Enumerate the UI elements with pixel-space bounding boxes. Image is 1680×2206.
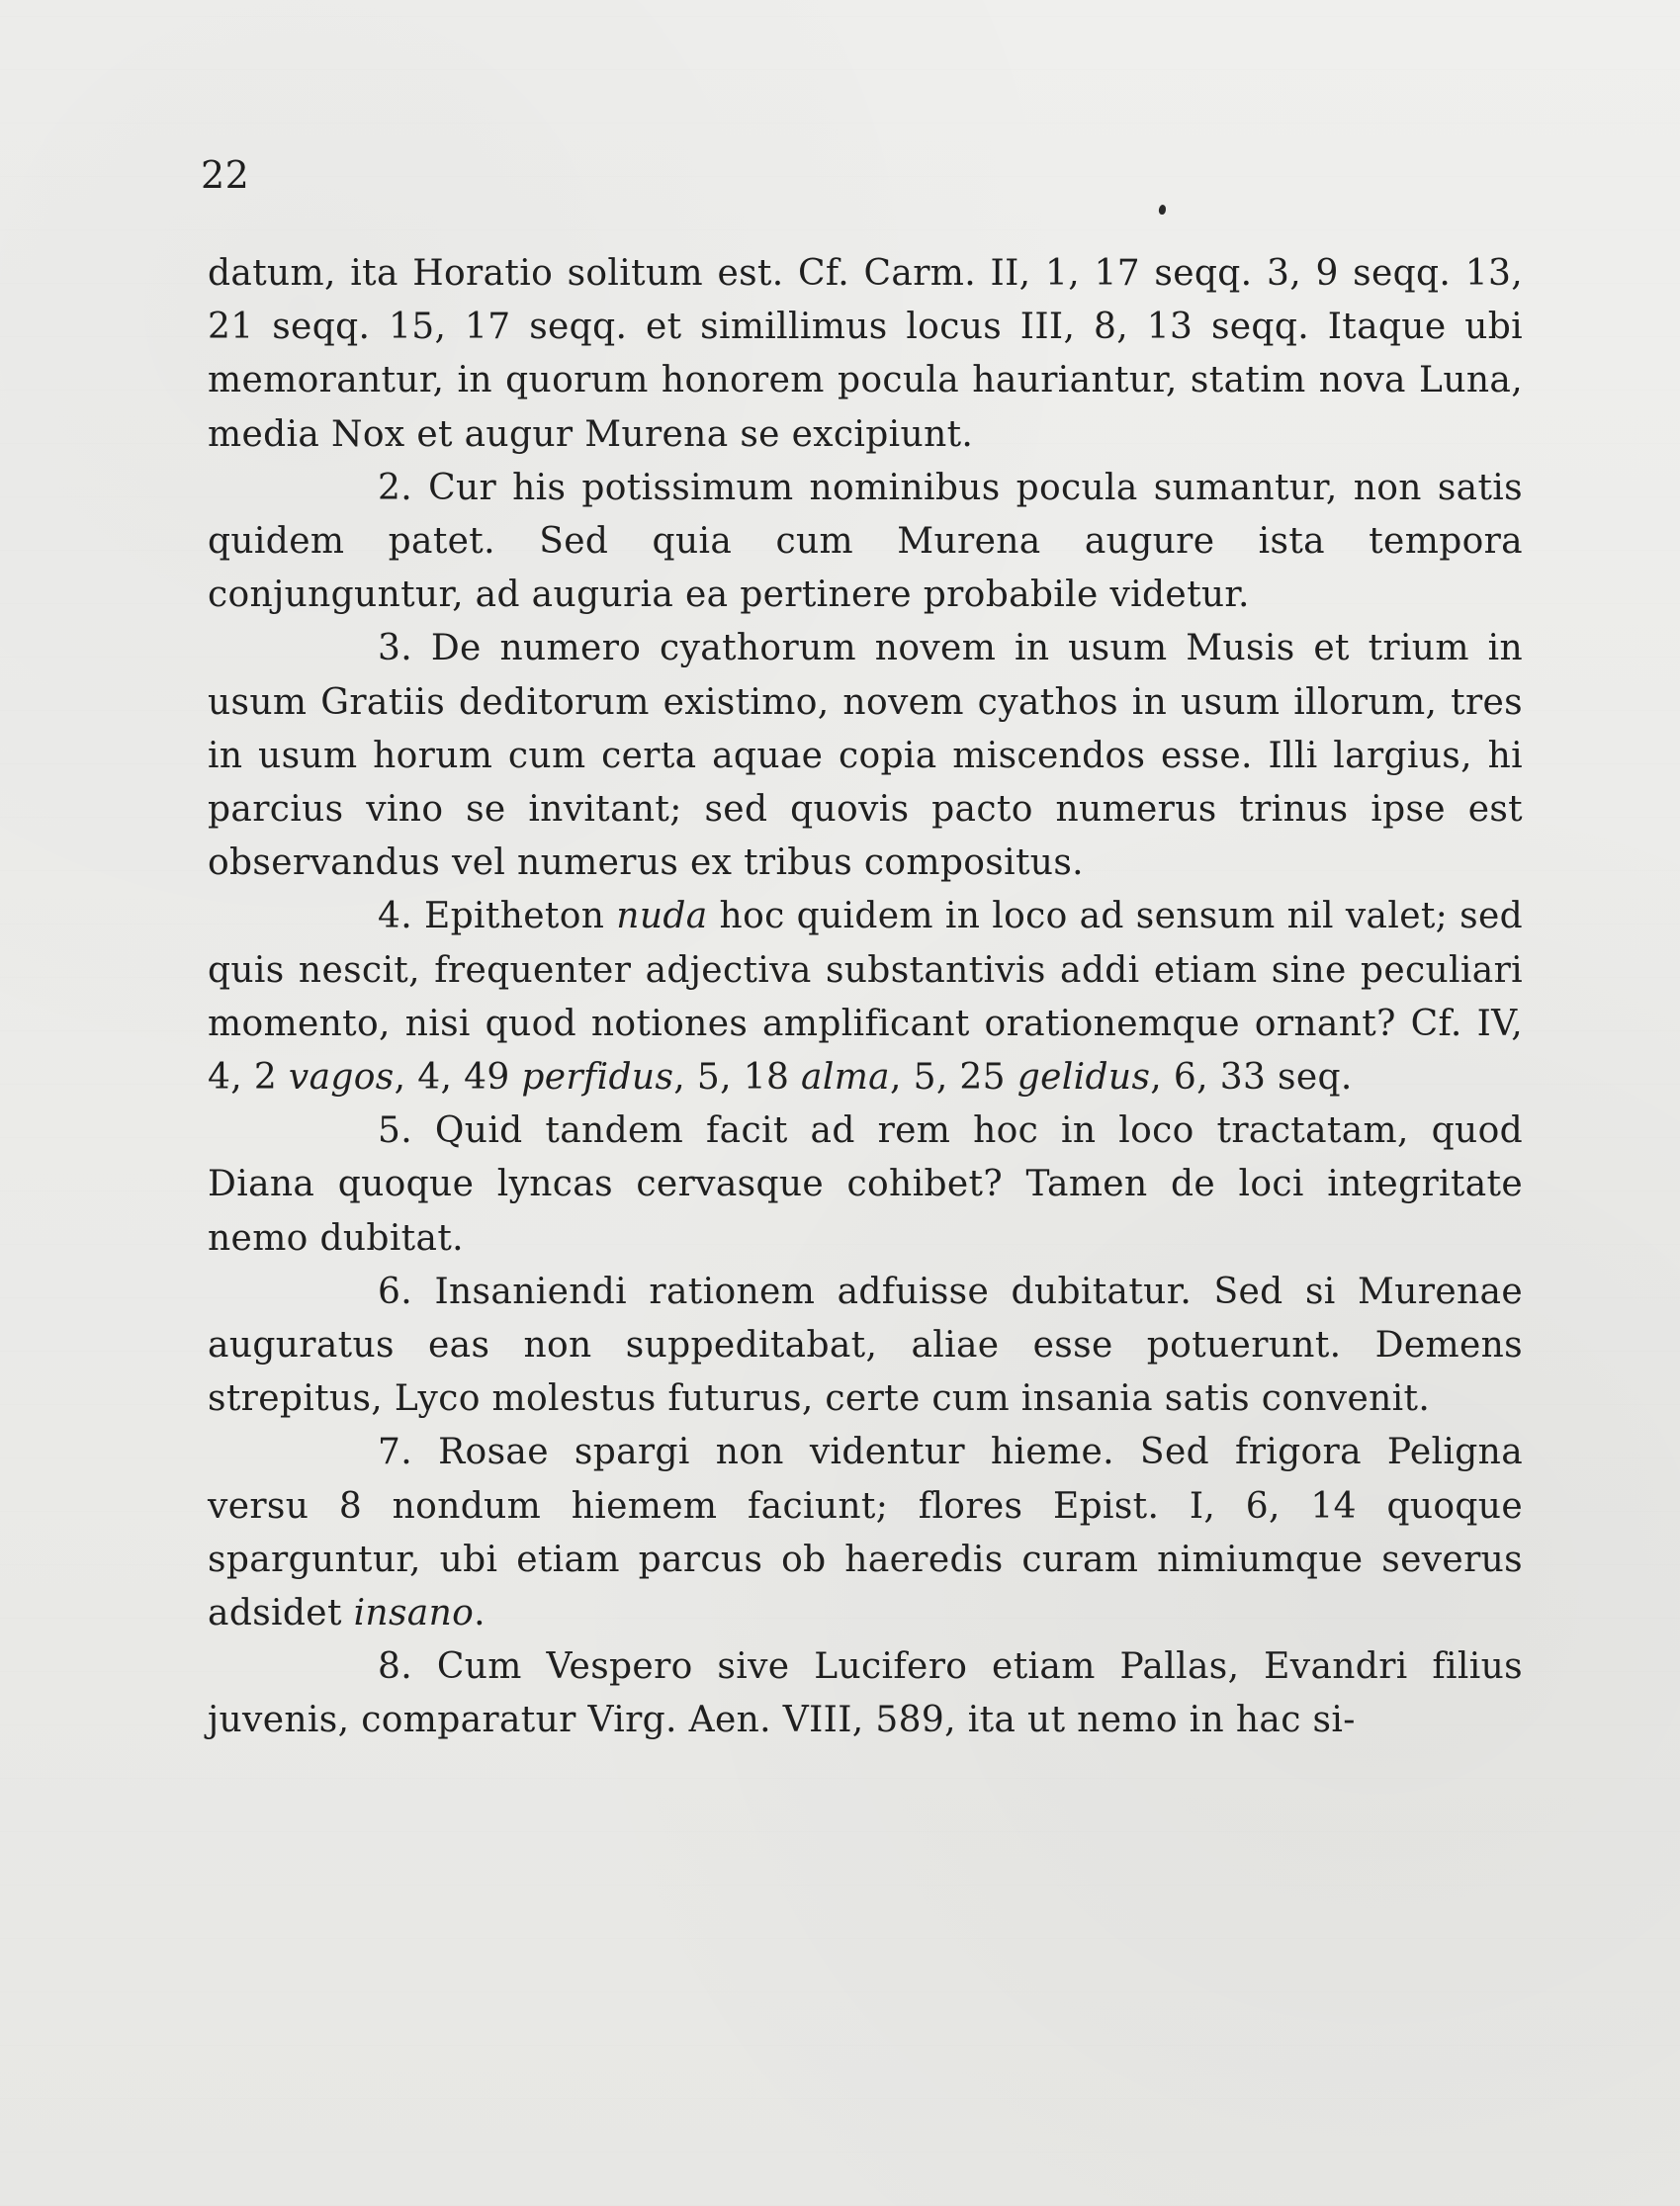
paragraph-text-segment: , 5, 25 (890, 1057, 1017, 1099)
paragraph-number: 7. (378, 1432, 413, 1473)
paragraph-number: 2. (378, 467, 413, 508)
paragraph-2 (208, 462, 1523, 623)
paragraph-number: 4. (378, 896, 413, 937)
paragraph-number: 8. (378, 1646, 413, 1688)
paragraph-text-segment: , 5, 18 (673, 1057, 802, 1099)
paragraph-text: Quid tandem facit ad rem hoc in loco tractatam, quod Diana quoque lyncas cervasque cohibet? Tamen de loci integritate nemo dubitat. (208, 1110, 1523, 1259)
paragraph-3 (208, 622, 1523, 890)
paragraph-text: Cur his potissimum nominibus pocula sumantur, non satis quidem patet. Sed quia cum Murena augure ista tempora conjunguntur, ad auguria ea pertinere probabile videtur. (208, 467, 1523, 616)
paragraph-text: Insaniendi rationem adfuisse dubitatur. Sed si Murenae auguratus eas non suppeditabat, aliae esse potuerunt. Demens strepitus, Lyco molestus futurus, certe cum insania satis convenit. (208, 1271, 1523, 1420)
paragraph-text: datum, ita Horatio solitum est. Cf. Carm. II, 1, 17 seqq. 3, 9 seqq. 13, 21 seqq. 15, 17 seqq. et simillimus locus III, 8, 13 seqq. Itaque ubi memorantur, in quorum honorem pocula hauriantur, statim nova Luna, media Nox et augur Murena se excipiunt. (208, 253, 1523, 455)
paragraph-number: 5. (378, 1110, 413, 1152)
paragraph-6 (208, 1266, 1523, 1427)
paragraph-number: 3. (378, 628, 413, 669)
paragraph-4 (208, 890, 1523, 1104)
italic-word: alma (801, 1057, 890, 1099)
page-number: 22 (201, 153, 250, 197)
paragraph-text-segment: hoc quidem in loco ad sensum nil valet; sed quis nescit, frequenter adjectiva substantivis addi etiam sine peculiari momento, nisi quod notiones amplificant orationemque ornant? Cf. IV, 4, 2 (208, 896, 1523, 1099)
paragraph-5 (208, 1104, 1523, 1266)
paragraph-text-segment: Rosae spargi non videntur hieme. Sed frigora Peligna versu 8 nondum hiemem faciunt; flores Epist. I, 6, 14 quoque sparguntur, ubi etiam parcus ob haeredis curam nimiumque severus adsidet (208, 1432, 1524, 1634)
italic-word: insano (353, 1593, 475, 1634)
paragraph-text: De numero cyathorum novem in usum Musis et trium in usum Gratiis deditorum existimo, novem cyathos in usum illorum, tres in usum horum cum certa aquae copia miscendos esse. Illi largius, hi parcius vino se invitant; sed quovis pacto numerus trinus ipse est observandus vel numerus ex tribus compositus. (208, 628, 1523, 884)
paragraph-8 (208, 1640, 1523, 1747)
paragraph-7 (208, 1426, 1523, 1640)
paragraph-text-segment: . (474, 1593, 486, 1634)
paragraph-continuation (208, 247, 1523, 462)
paragraph-number: 6. (378, 1271, 413, 1312)
paragraph-text: Cum Vespero sive Lucifero etiam Pallas, Evandri filius juvenis, comparatur Virg. Aen. VIII, 589, ita ut nemo in hac si- (208, 1646, 1524, 1741)
italic-word: nuda (616, 896, 708, 937)
italic-word: vagos (288, 1057, 395, 1099)
main-text (208, 247, 1523, 1748)
paragraph-text-segment: Epitheton (424, 896, 617, 937)
paragraph-text-segment: , 6, 33 seq. (1150, 1057, 1353, 1099)
italic-word: perfidus (521, 1057, 674, 1099)
paragraph-text-segment: , 4, 49 (394, 1057, 522, 1099)
italic-word: gelidus (1017, 1057, 1151, 1099)
printer-mark-icon (1158, 204, 1167, 215)
